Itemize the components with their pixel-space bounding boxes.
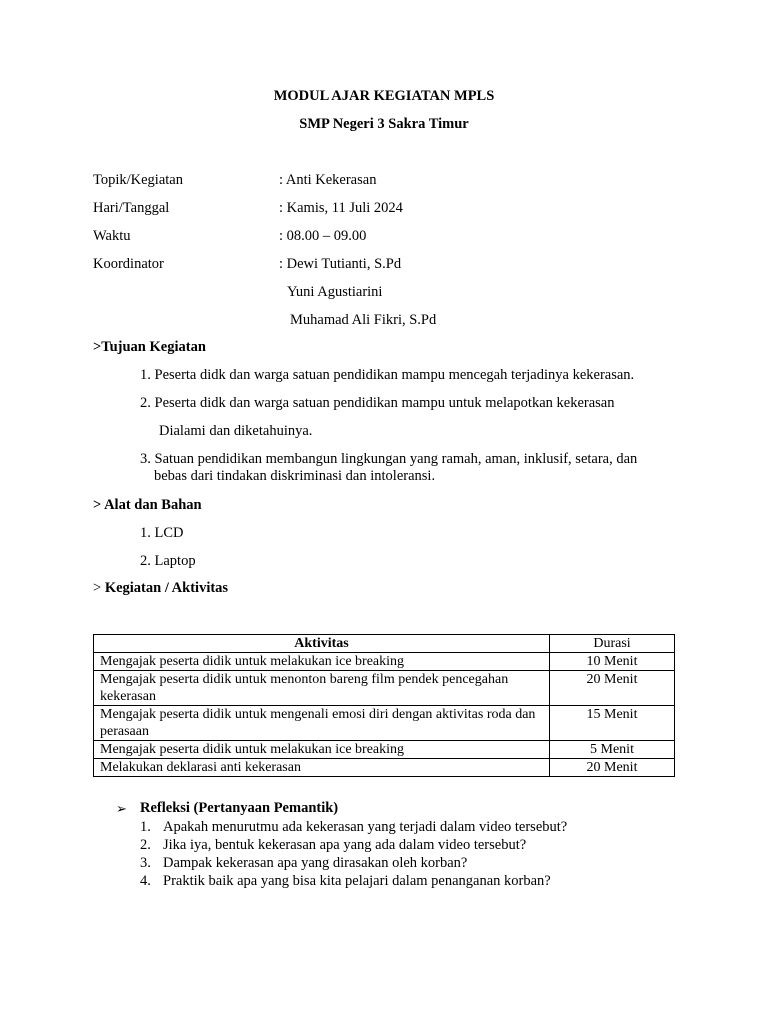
section-heading-refleksi: Refleksi (Pertanyaan Pemantik) bbox=[140, 800, 339, 816]
refleksi-number: 3. bbox=[140, 855, 151, 871]
tujuan-item-continuation: bebas dari tindakan diskriminasi dan intoleransi. bbox=[154, 468, 436, 484]
coordinator-name: Yuni Agustiarini bbox=[287, 284, 383, 300]
info-label-topik: Topik/Kegiatan bbox=[93, 172, 183, 188]
refleksi-number: 2. bbox=[140, 837, 151, 853]
activity-cell: Melakukan deklarasi anti kekerasan bbox=[94, 759, 550, 777]
refleksi-question: Praktik baik apa yang bisa kita pelajari dalam penanganan korban? bbox=[163, 873, 551, 889]
refleksi-question: Apakah menurutmu ada kekerasan yang terjadi dalam video tersebut? bbox=[163, 819, 568, 835]
alat-item: 2. Laptop bbox=[140, 553, 196, 569]
tujuan-item: 1. Peserta didk dan warga satuan pendidikan mampu mencegah terjadinya kekerasan. bbox=[140, 367, 635, 383]
section-prefix: > bbox=[93, 580, 102, 596]
table-row bbox=[94, 741, 675, 759]
info-value-waktu: : 08.00 – 09.00 bbox=[279, 228, 367, 244]
info-value-topik: : Anti Kekerasan bbox=[279, 172, 377, 188]
duration-cell: 5 Menit bbox=[550, 741, 675, 759]
info-value-tanggal: : Kamis, 11 Juli 2024 bbox=[279, 200, 403, 216]
refleksi-question: Dampak kekerasan apa yang dirasakan oleh korban? bbox=[163, 855, 468, 871]
activity-cell: Mengajak peserta didik untuk melakukan ice breaking bbox=[94, 653, 550, 671]
table-row bbox=[94, 759, 675, 777]
activity-cell: Mengajak peserta didik untuk mengenali emosi diri dengan aktivitas roda dan perasaan bbox=[94, 706, 550, 741]
alat-item: 1. LCD bbox=[140, 525, 184, 541]
section-heading-tujuan: >Tujuan Kegiatan bbox=[93, 339, 206, 355]
coordinator-name: Muhamad Ali Fikri, S.Pd bbox=[290, 312, 437, 328]
table-row bbox=[94, 671, 675, 706]
info-label-koordinator: Koordinator bbox=[93, 256, 164, 272]
section-heading-kegiatan bbox=[93, 580, 228, 597]
section-heading-alat: > Alat dan Bahan bbox=[93, 497, 202, 513]
document-title: MODUL AJAR KEGIATAN MPLS bbox=[273, 88, 495, 104]
table-header-duration: Durasi bbox=[550, 635, 675, 653]
refleksi-number: 1. bbox=[140, 819, 151, 835]
duration-cell: 15 Menit bbox=[550, 706, 675, 741]
activity-cell: Mengajak peserta didik untuk menonton bareng film pendek pencegahan kekerasan bbox=[94, 671, 550, 706]
table-row bbox=[94, 706, 675, 741]
info-label-waktu: Waktu bbox=[93, 228, 131, 244]
section-heading-text: Kegiatan / Aktivitas bbox=[104, 580, 229, 596]
tujuan-item: 2. Peserta didk dan warga satuan pendidikan mampu untuk melapotkan kekerasan bbox=[140, 395, 615, 411]
refleksi-number: 4. bbox=[140, 873, 151, 889]
info-label-tanggal: Hari/Tanggal bbox=[93, 200, 170, 216]
activity-cell: Mengajak peserta didik untuk melakukan ice breaking bbox=[94, 741, 550, 759]
tujuan-item: 3. Satuan pendidikan membangun lingkungan yang ramah, aman, inklusif, setara, dan bbox=[140, 451, 638, 467]
duration-cell: 10 Menit bbox=[550, 653, 675, 671]
refleksi-question: Jika iya, bentuk kekerasan apa yang ada dalam video tersebut? bbox=[163, 837, 527, 853]
tujuan-item-continuation: Dialami dan diketahuinya. bbox=[159, 423, 313, 439]
table-header-row bbox=[94, 635, 675, 653]
activity-table bbox=[93, 634, 675, 777]
arrow-bullet-icon: ➢ bbox=[116, 801, 127, 816]
table-header-activity: Aktivitas bbox=[94, 635, 550, 653]
duration-cell: 20 Menit bbox=[550, 759, 675, 777]
info-value-koordinator: : Dewi Tutianti, S.Pd bbox=[279, 256, 402, 272]
table-row bbox=[94, 653, 675, 671]
school-name: SMP Negeri 3 Sakra Timur bbox=[299, 116, 469, 132]
duration-cell: 20 Menit bbox=[550, 671, 675, 706]
